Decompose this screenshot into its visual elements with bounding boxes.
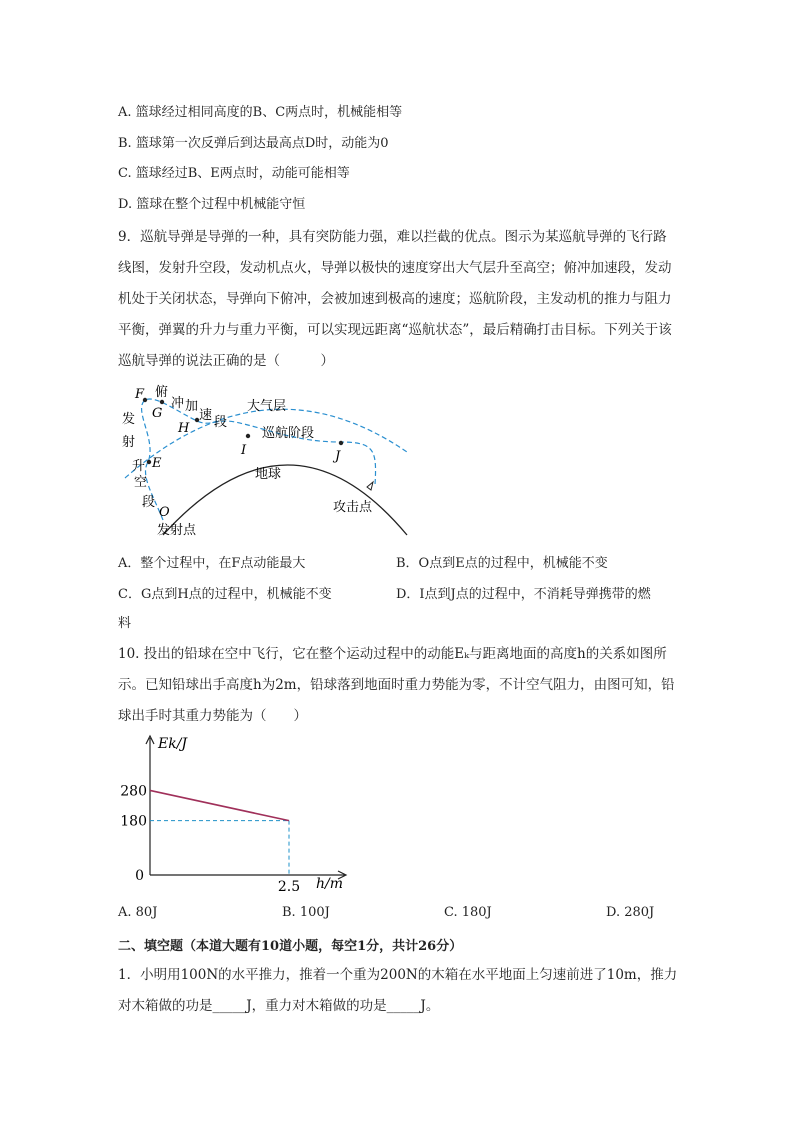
label-su: 速 (199, 408, 213, 423)
q9-option-c: C．G点到H点的过程中，机械能不变 (118, 587, 332, 602)
q8-option-d: D. 篮球在整个过程中机械能守恒 (118, 197, 306, 212)
origin-label: 0 (135, 868, 144, 884)
q9-option-d: D．I点到J点的过程中，不消耗导弹携带的燃 (396, 587, 651, 602)
label-earth: 地球 (255, 467, 282, 482)
q10-stem: 10. 投出的铅球在空中飞行，它在整个运动过程中的动能Eₖ与距离地面的高度h的关系如图所示。已知铅球出手高度h为2m，铅球落到地面时重力势能为零，不计空气阻力，由图可知，铅球出手时其重力势能为（ ） (118, 646, 675, 724)
x-axis-label: h/m (316, 876, 344, 892)
xtick-label-2-5: 2.5 (277, 879, 301, 895)
data-line (150, 790, 289, 820)
q9-missile-figure (115, 380, 425, 540)
label-kong: 空 (134, 475, 148, 490)
label-cruise: 巡航阶段 (262, 426, 315, 441)
q8-option-b: B. 篮球第一次反弹后到达最高点D时，动能为0 (118, 136, 389, 151)
label-sheng: 升 (132, 459, 146, 474)
label-J: J (335, 449, 341, 464)
label-chong: 冲 (171, 396, 185, 411)
section2-q1: 1．小明用100N的水平推力，推着一个重为200N的木箱在水平地面上匀速前进了10m，推力对木箱做的功是_____J，重力对木箱做的功是_____J。 (118, 967, 678, 1014)
q9-option-a: A．整个过程中，在F点动能最大 (118, 556, 306, 571)
ytick-label-280: 280 (120, 783, 147, 800)
q10-option-b: B. 100J (282, 905, 330, 920)
label-jia: 加 (185, 399, 199, 414)
q9-stem: 9．巡航导弹是导弹的一种，具有突防能力强，难以拦截的优点。图示为某巡航导弹的飞行路线图，发射升空段，发动机点火，导弹以极快的速度穿出大气层升至高空；俯冲加速段，发动机处于关闭状态，导弹向下俯冲，会被加速到极高的速度；巡航阶段，主发动机的推力与阻力平衡，弹翼的升力与重力平衡，可以实现远距离“巡航状态”，最后精确打击目标。下列关于该巡航导弹的说法正确的是（ ） (118, 229, 672, 369)
q10-option-c: C. 180J (444, 905, 492, 920)
label-E: E (152, 456, 162, 471)
label-G: G (152, 406, 163, 421)
label-H: H (178, 421, 190, 436)
label-fa: 发 (122, 412, 136, 427)
ytick-label-180: 180 (120, 813, 147, 830)
label-fu: 俯 (155, 385, 169, 400)
label-O: O (159, 505, 170, 520)
q10-option-d: D. 280J (606, 905, 655, 920)
label-she: 射 (122, 435, 136, 450)
q9-option-b: B．O点到E点的过程中，机械能不变 (396, 556, 608, 571)
label-duan1: 段 (142, 495, 156, 510)
section2-title: 二、填空题（本道大题有10道小题，每空1分，共计26分） (118, 939, 463, 954)
label-atmosphere: 大气层 (247, 399, 287, 414)
ek-h-chart (120, 730, 360, 895)
label-I: I (241, 443, 247, 458)
label-attack: 攻击点 (333, 500, 373, 515)
label-duan2: 段 (214, 415, 228, 430)
q8-option-a: A. 篮球经过相同高度的B、C两点时，机械能相等 (118, 105, 403, 120)
label-launch: 发射点 (157, 523, 197, 538)
y-axis-label: Ek/J (158, 736, 188, 752)
q10-option-a: A. 80J (118, 905, 158, 920)
q9-option-d-continued: 料 (118, 616, 132, 631)
label-F: F (135, 387, 145, 402)
q8-option-c: C. 篮球经过B、E两点时，动能可能相等 (118, 166, 350, 181)
